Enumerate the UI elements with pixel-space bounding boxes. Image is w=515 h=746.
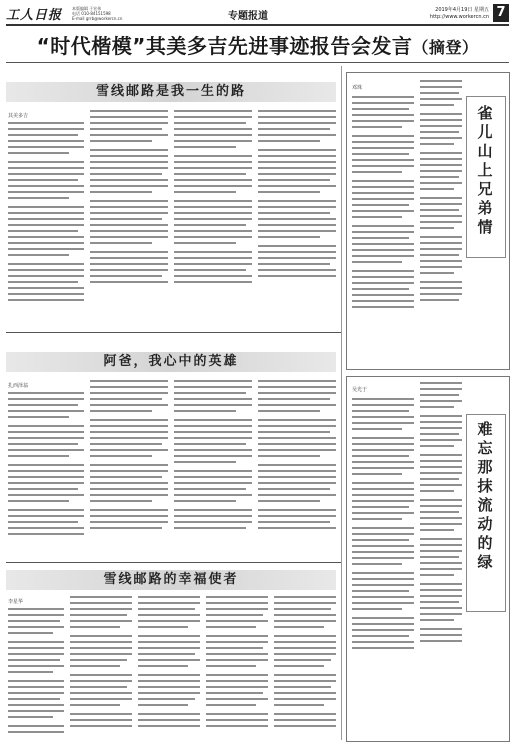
headline-suffix: （摘登） xyxy=(412,38,479,57)
article-2-col-1 xyxy=(8,392,84,552)
article-2-col-2 xyxy=(90,380,168,552)
editor-line: 本版编辑 于宏伟 xyxy=(72,6,102,11)
sidebar-1-col-2 xyxy=(420,80,462,362)
article-3-title: 雪线邮路的幸福使者 xyxy=(6,570,336,590)
section-label: 专题报道 xyxy=(228,11,268,22)
article-2-col-3 xyxy=(174,380,252,552)
article-3-col-4 xyxy=(206,596,268,740)
article-3-author: 李星华 xyxy=(8,599,24,605)
article-1-col-1 xyxy=(8,122,84,322)
article-2-col-4 xyxy=(258,380,336,552)
article-1-col-2 xyxy=(90,110,168,322)
email-line: E-mail grrb@workercn.cn xyxy=(72,16,123,21)
masthead xyxy=(6,4,509,26)
headline-main: “时代楷模”其美多吉先进事迹报告会发言 xyxy=(36,34,413,58)
article-3-col-5 xyxy=(274,596,336,740)
headline-rule xyxy=(6,62,509,63)
sidebar-1-col-1 xyxy=(352,96,414,362)
sidebar-2-author: 吴光于 xyxy=(352,387,368,393)
sidebar-2-col-1 xyxy=(352,398,414,734)
sidebar-1-author: 邓珠 xyxy=(352,85,363,91)
article-2-title: 阿爸，我心中的英雄 xyxy=(6,352,336,372)
issue-date: 2019年4月19日 星期五 xyxy=(435,7,489,13)
editor-info xyxy=(72,6,122,21)
article-1-col-3 xyxy=(174,110,252,322)
phone-line: 电话 010-84151598 xyxy=(72,11,111,16)
main-sidebar-divider xyxy=(341,66,342,740)
article-2-author: 扎西泽翁 xyxy=(8,383,29,389)
article-1-col-4 xyxy=(258,110,336,322)
sidebar-1-title: 雀儿山上兄弟情 xyxy=(477,104,493,236)
article-3-col-1 xyxy=(8,608,64,740)
website-url: http://www.workercn.cn xyxy=(429,14,489,20)
page-number: 7 xyxy=(493,4,509,22)
article-2-rule xyxy=(6,562,342,563)
page-headline xyxy=(6,30,509,59)
newspaper-logo: 工人日报 xyxy=(6,8,63,23)
article-3-col-3 xyxy=(138,596,200,740)
article-1-rule xyxy=(6,332,342,333)
article-1-author: 其美多吉 xyxy=(8,113,29,119)
article-3-col-2 xyxy=(70,596,132,740)
article-1-title: 雪线邮路是我一生的路 xyxy=(6,82,336,102)
sidebar-2-col-2 xyxy=(420,382,462,734)
sidebar-2-title: 难忘那抹流动的绿 xyxy=(477,420,493,571)
